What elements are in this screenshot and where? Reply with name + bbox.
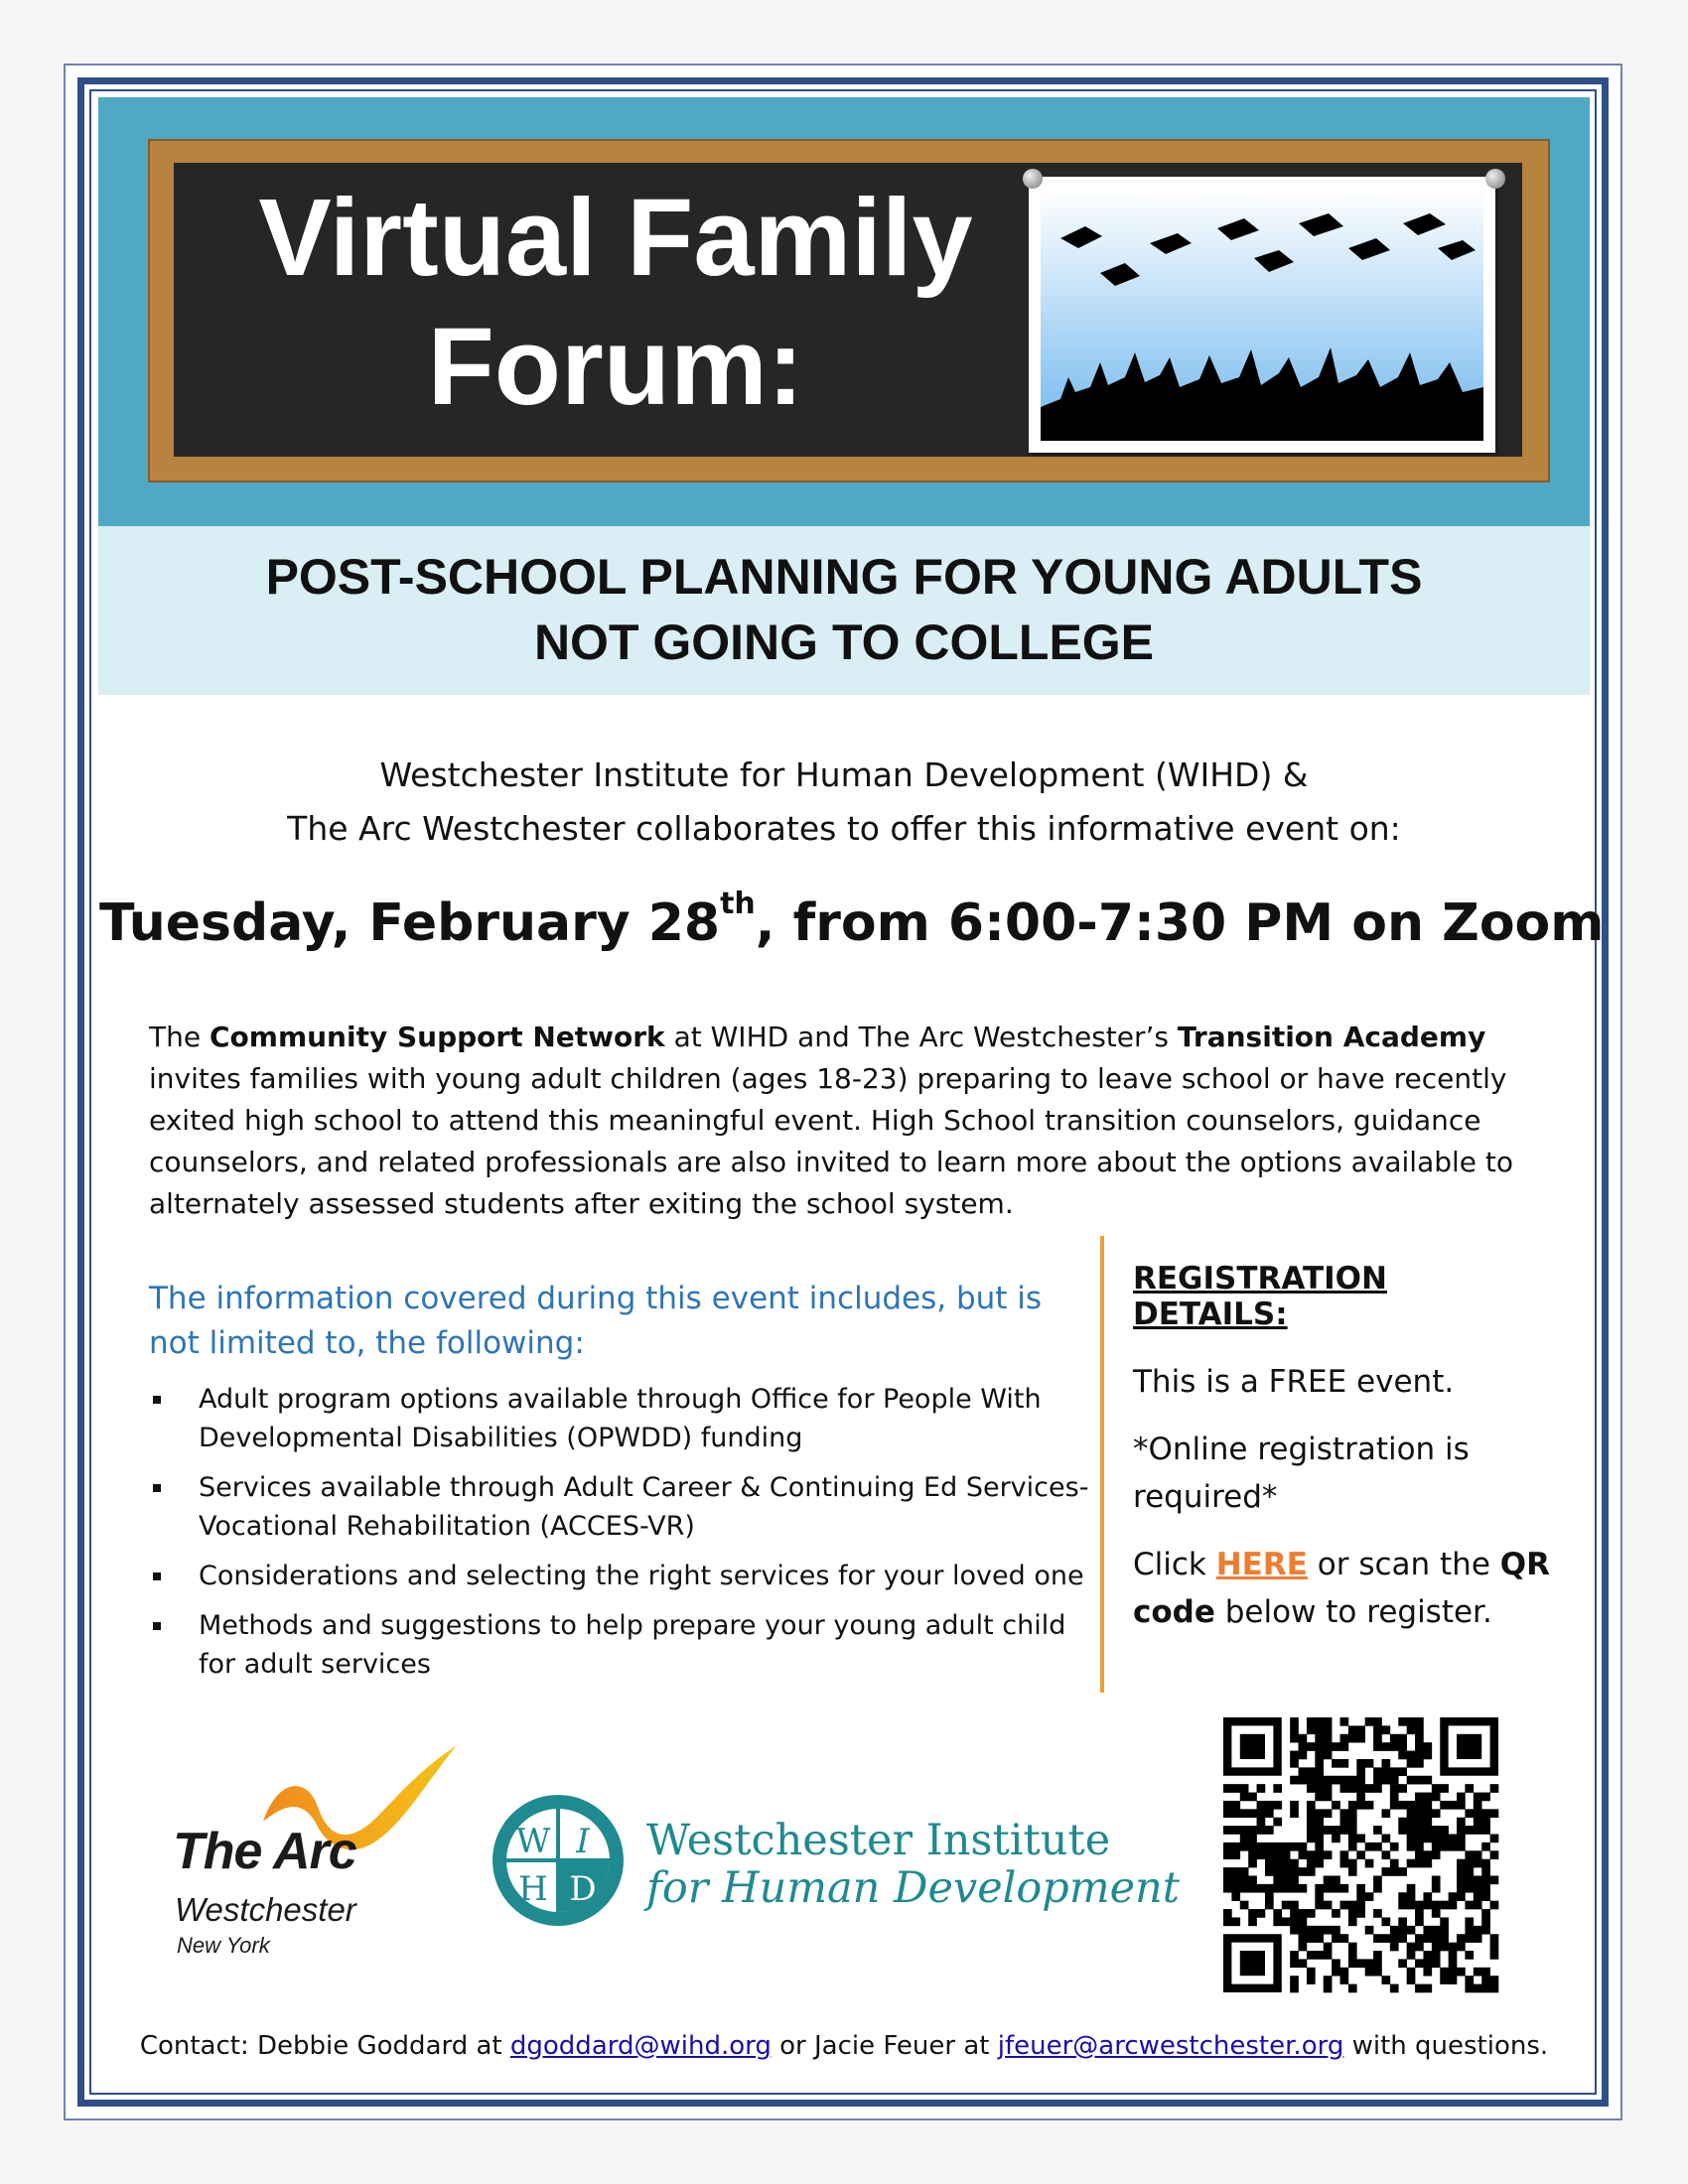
seal-letter: I [576,1822,590,1861]
register-instructions [1133,1541,1550,1636]
divider [1100,1236,1104,1693]
wihd-logo-text [646,1817,1180,1912]
list-item [149,1606,1092,1684]
date-text: Tuesday, February 28 [99,893,721,953]
contact-text: Contact: Debbie Goddard at [139,2031,510,2061]
bullet-icon [153,1484,161,1492]
subtitle-line-2: NOT GOING TO COLLEGE [533,614,1155,670]
registration-qr-code[interactable] [1209,1704,1512,2006]
arc-logo-location: New York [177,1933,270,1958]
arc-logo-subtitle: Westchester [175,1891,356,1928]
list-item [149,1380,1092,1457]
list-item [149,1468,1092,1546]
list-item-text: Considerations and selecting the right services for your loved one [199,1561,1084,1591]
register-link[interactable]: HERE [1215,1547,1308,1582]
body-text: invites families with young adult children (ages 18-23) preparing to leave school or have recently exited high school to attend this meaningful event. High School transition counselors, guidance counselors, and related professionals are also invited to learn more about the options available to alternately assessed students after exiting the school system. [149,1062,1514,1220]
wihd-line-1: Westchester Institute [646,1816,1111,1865]
page-title [189,174,1043,432]
list-item-text: Methods and suggestions to help prepare your young adult child for adult services [199,1610,1066,1680]
body-text: The [149,1021,210,1053]
list-item-text: Services available through Adult Career & Continuing Ed Services- Vocational Rehabilitation (ACCES-VR) [199,1472,1089,1542]
bullet-icon [153,1572,161,1580]
register-text: below to register. [1214,1594,1492,1630]
list-item-text: Adult program options available through Office for People With Developmental Disabilities (OPWDD) funding [199,1384,1042,1453]
qr-code-label: QR code [1133,1547,1550,1630]
email-link-dgoddard[interactable]: dgoddard@wihd.org [509,2031,772,2061]
event-date [99,887,1605,953]
bullet-icon [153,1396,161,1404]
pushpin-icon [1023,169,1043,189]
subtitle-line-1: POST-SCHOOL PLANNING FOR YOUNG ADULTS [265,549,1423,605]
contact-text: or Jacie Feuer at [771,2031,998,2061]
title-line-2: Forum: [427,306,804,428]
intro-line-1: Westchester Institute for Human Development (WIHD) & [379,755,1309,794]
register-text: Click [1133,1547,1216,1582]
transition-academy: Transition Academy [1177,1021,1486,1053]
registration-heading: REGISTRATION DETAILS: [1133,1261,1387,1332]
intro-text [139,749,1549,856]
arc-logo-title: The Arc [173,1823,356,1880]
graduation-photo-card [1029,177,1495,453]
date-suffix: th [720,887,756,921]
contact-line [98,2031,1590,2061]
time-text: , from 6:00-7:30 PM on Zoom [755,893,1605,953]
graduation-photo [1041,189,1483,441]
list-item [149,1557,1092,1595]
intro-line-2: The Arc Westchester collaborates to offer this informative event on: [287,809,1401,848]
free-event-text: This is a FREE event. [1133,1364,1455,1400]
title-line-1: Virtual Family [258,177,973,299]
registration-panel [1133,1261,1550,1656]
contact-text: with questions. [1343,2031,1549,2061]
wihd-line-2: for Human Development [646,1863,1181,1913]
pushpin-icon [1485,169,1505,189]
seal-letter: W [515,1822,551,1861]
bullet-icon [153,1622,161,1630]
registration-required-text: *Online registration is required* [1133,1432,1470,1515]
topic-list [149,1380,1092,1695]
email-link-jfeuer[interactable]: jfeuer@arcwestchester.org [997,2031,1344,2061]
seal-letter: H [518,1869,548,1909]
wihd-seal-logo [491,1793,626,1928]
community-support-network: Community Support Network [209,1021,665,1053]
qr-code-icon [1209,1704,1512,2006]
event-subtitle [98,544,1590,675]
body-text: at WIHD and The Arc Westchester’s [664,1021,1178,1053]
description-paragraph [149,1017,1559,1225]
register-text: or scan the [1307,1547,1500,1582]
info-heading: The information covered during this event includes, but is not limited to, the following: [149,1281,1043,1361]
seal-letter: D [569,1869,597,1909]
